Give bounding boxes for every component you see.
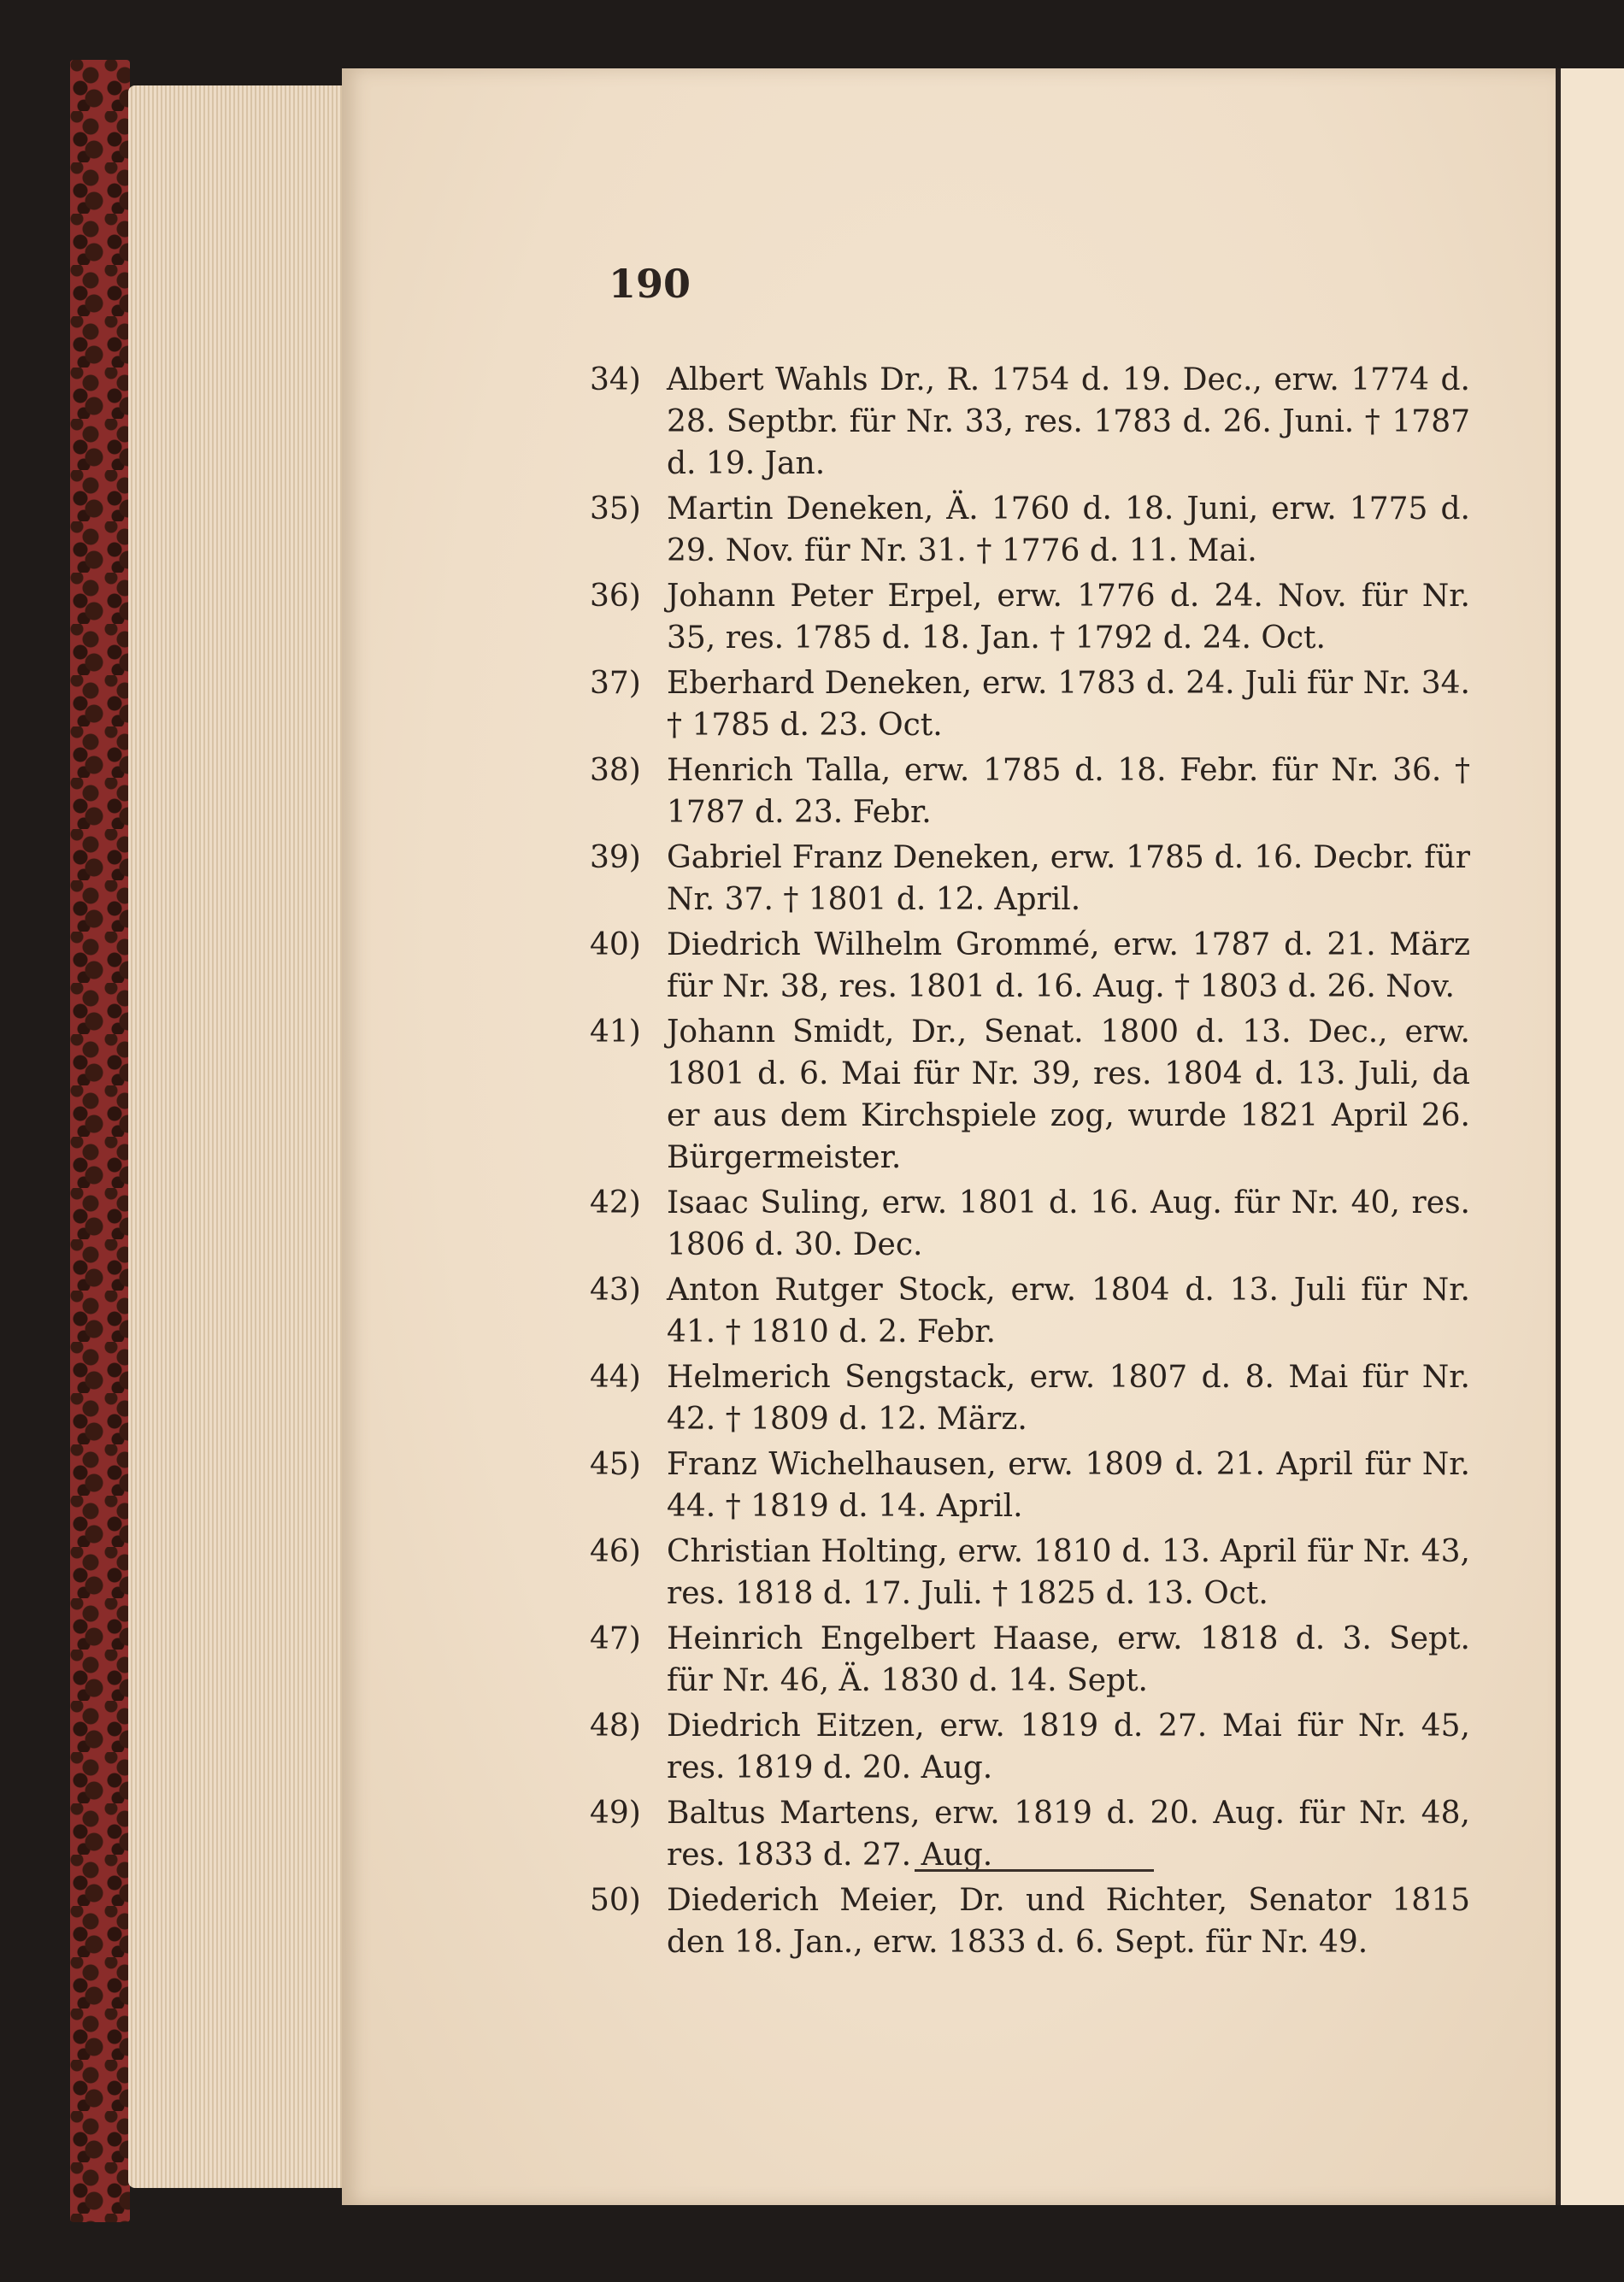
entry-number: 38) <box>590 753 641 788</box>
list-item <box>590 924 1470 1008</box>
list-item <box>590 1618 1470 1702</box>
entry-number: 42) <box>590 1185 641 1220</box>
list-item <box>590 1356 1470 1440</box>
entry-number: 40) <box>590 927 641 962</box>
entry-text: Albert Wahls Dr., R. 1754 d. 19. Dec., erw. 1774 d. 28. Septbr. für Nr. 33, res. 1783 d. 26. Juni. † 1787 d. 19. Jan. <box>667 362 1470 481</box>
entry-text: Martin Deneken, Ä. 1760 d. 18. Juni, erw. 1775 d. 29. Nov. für Nr. 31. † 1776 d. 11. Mai. <box>667 491 1470 568</box>
list-item <box>590 488 1470 572</box>
entry-number: 35) <box>590 491 641 526</box>
entry-text: Franz Wichelhausen, erw. 1809 d. 21. April für Nr. 44. † 1819 d. 14. April. <box>667 1447 1470 1524</box>
list-item <box>590 1011 1470 1179</box>
entry-number: 47) <box>590 1621 641 1656</box>
list-item <box>590 750 1470 833</box>
list-item <box>590 1182 1470 1266</box>
list-item <box>590 359 1470 485</box>
entry-number: 46) <box>590 1534 641 1569</box>
list-item <box>590 1444 1470 1527</box>
entry-text: Isaac Suling, erw. 1801 d. 16. Aug. für Nr. 40, res. 1806 d. 30. Dec. <box>667 1185 1470 1262</box>
list-item <box>590 837 1470 920</box>
list-item <box>590 1792 1470 1876</box>
entry-text: Anton Rutger Stock, erw. 1804 d. 13. Juli für Nr. 41. † 1810 d. 2. Febr. <box>667 1273 1470 1350</box>
entry-text: Heinrich Engelbert Haase, erw. 1818 d. 3. Sept. für Nr. 46, Ä. 1830 d. 14. Sept. <box>667 1621 1470 1698</box>
book-cover-edge <box>70 60 130 2222</box>
entry-number: 48) <box>590 1709 641 1744</box>
entry-text: Diederich Meier, Dr. und Richter, Senator 1815 den 18. Jan., erw. 1833 d. 6. Sept. für Nr. 49. <box>667 1883 1470 1960</box>
page-number: 190 <box>609 261 691 307</box>
entry-text: Diedrich Eitzen, erw. 1819 d. 27. Mai für Nr. 45, res. 1819 d. 20. Aug. <box>667 1709 1470 1785</box>
entry-number: 50) <box>590 1883 641 1918</box>
entry-text: Christian Holting, erw. 1810 d. 13. April für Nr. 43, res. 1818 d. 17. Juli. † 1825 d. 13. Oct. <box>667 1534 1470 1611</box>
page-stack-edge <box>128 85 350 2188</box>
entry-number: 49) <box>590 1796 641 1831</box>
entry-text: Diedrich Wilhelm Grommé, erw. 1787 d. 21. März für Nr. 38, res. 1801 d. 16. Aug. † 1803 d. 26. Nov. <box>667 927 1470 1004</box>
entry-number: 44) <box>590 1360 641 1395</box>
entry-text: Helmerich Sengstack, erw. 1807 d. 8. Mai für Nr. 42. † 1809 d. 12. März. <box>667 1360 1470 1437</box>
list-item <box>590 662 1470 746</box>
entry-number: 36) <box>590 579 641 614</box>
list-item <box>590 1531 1470 1614</box>
entry-number: 39) <box>590 840 641 875</box>
closing-rule <box>915 1869 1154 1872</box>
entry-number: 43) <box>590 1273 641 1308</box>
entry-number: 45) <box>590 1447 641 1482</box>
entry-number: 34) <box>590 362 641 397</box>
entry-text: Henrich Talla, erw. 1785 d. 18. Febr. für Nr. 36. † 1787 d. 23. Febr. <box>667 753 1470 830</box>
entry-text: Eberhard Deneken, erw. 1783 d. 24. Juli für Nr. 34. † 1785 d. 23. Oct. <box>667 666 1470 743</box>
entry-number: 37) <box>590 666 641 701</box>
facing-page-edge <box>1556 68 1624 2205</box>
entry-text: Johann Peter Erpel, erw. 1776 d. 24. Nov. für Nr. 35, res. 1785 d. 18. Jan. † 1792 d. 24. Oct. <box>667 579 1470 656</box>
list-item <box>590 575 1470 659</box>
entry-number: 41) <box>590 1015 641 1050</box>
list-item <box>590 1705 1470 1789</box>
list-item <box>590 1879 1470 1963</box>
entry-text: Baltus Martens, erw. 1819 d. 20. Aug. für Nr. 48, res. 1833 d. 27. Aug. <box>667 1796 1470 1873</box>
entry-list <box>590 359 1470 1967</box>
entry-text: Johann Smidt, Dr., Senat. 1800 d. 13. Dec., erw. 1801 d. 6. Mai für Nr. 39, res. 1804 d. 13. Juli, da er aus dem Kirchspiele zog, wurde 1821 April 26. Bürgermeister. <box>667 1015 1470 1175</box>
list-item <box>590 1269 1470 1353</box>
entry-text: Gabriel Franz Deneken, erw. 1785 d. 16. Decbr. für Nr. 37. † 1801 d. 12. April. <box>667 840 1470 917</box>
